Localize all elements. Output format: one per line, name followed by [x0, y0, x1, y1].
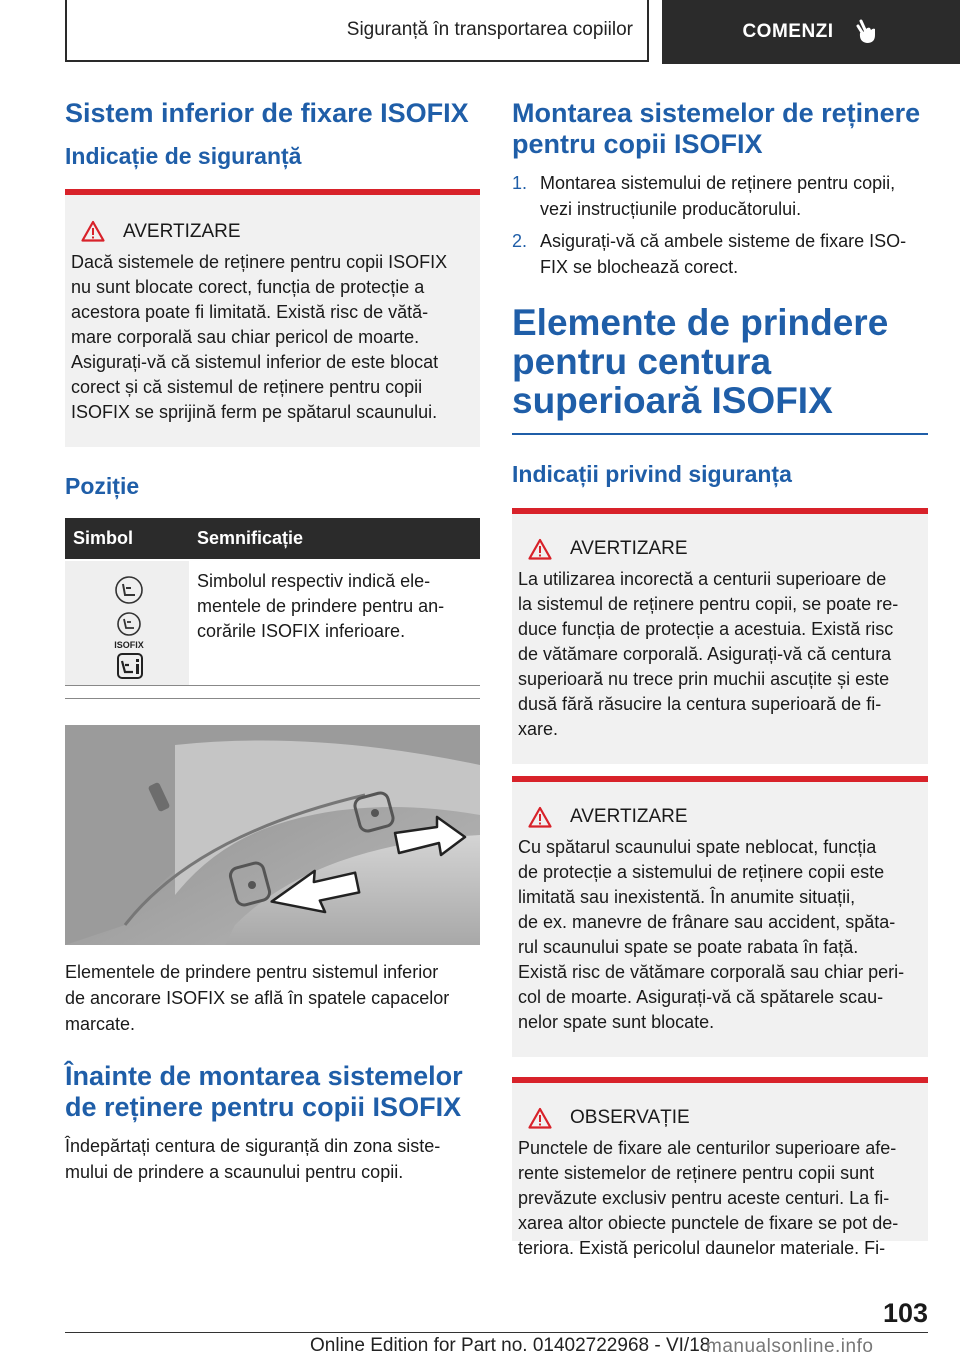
warning-text: Dacă sistemele de reținere pentru copii ISOFIX nu sunt blocate corect, funcția de protecție a acestora poate fi limitată. Există risc de vătă- mare corporală sau chiar pericol de moarte. Asigurați-vă că sistemul inferior de este blocat corect și că sistemul de reținere pentru copii ISOFIX se sprijină ferm pe spătarul scaunului.	[71, 251, 448, 422]
photo-caption: Elementele de prindere pentru sistemul inferior de ancorare ISOFIX se află în spatele capacelor marcate.	[65, 962, 450, 1035]
edition-text: Online Edition for Part no. 01402722968 - VI/18	[310, 1335, 711, 1356]
seat-illustration	[65, 725, 480, 945]
before-mounting-heading: Înainte de montarea sistemelor de reținere pentru copii ISOFIX	[65, 1061, 463, 1123]
list-item: 2. Asigurați-vă că ambele sisteme de fixare ISO- FIX se blochează corect.	[512, 231, 907, 278]
page-header	[0, 0, 960, 66]
symbol-cell	[65, 559, 189, 686]
footer-divider	[65, 1332, 928, 1333]
section-title: COMENZI	[742, 21, 834, 42]
warning-triangle-icon	[81, 220, 105, 242]
table-divider	[65, 688, 480, 699]
mounting-heading: Montarea sistemelor de reținere pentru copii ISOFIX	[512, 98, 921, 160]
safety-heading: Indicație de siguranță	[65, 143, 302, 170]
mounting-steps	[512, 170, 928, 280]
warning-triangle-icon	[528, 538, 552, 560]
right-column	[512, 98, 928, 1259]
isofix-photo	[65, 725, 480, 945]
symbol-table	[65, 518, 480, 686]
hand-pointer-icon	[852, 18, 880, 46]
warning-text: Cu spătarul scaunului spate neblocat, funcția de protecție a sistemului de reținere copii este limitată sau inexistentă. În anumite situații, de ex. manevre de frânare sau accident, spăta- rul scaunului spate se poate rabata în față. Există risc de vătămare corporală sau chiar peri- col de moarte. Asigurați-vă că spătarele scau- nelor spate sunt blocate.	[518, 837, 905, 1033]
note-text: Punctele de fixare ale centurilor superioare afe- rente sistemelor de reținere pentru copii sunt prevăzute exclusiv pentru aceste centuri. La fi- xarea altor obiecte punctele de fixare se pot de- teriora. Există pericolul daunelor materiale. Fi-	[518, 1138, 899, 1259]
note-title: OBSERVAȚIE	[528, 1105, 922, 1130]
page-number: 103	[882, 1298, 928, 1328]
position-heading: Poziție	[65, 472, 140, 499]
left-column	[65, 98, 480, 1185]
svg-text:ISOFIX: ISOFIX	[114, 640, 144, 651]
warning-title: AVERTIZARE	[81, 219, 474, 244]
section-title-isofix-lower: Sistem inferior de fixare ISOFIX	[65, 98, 469, 128]
isofix-symbols	[65, 561, 189, 685]
isofix-seat-icon	[65, 561, 189, 685]
table-row	[65, 559, 480, 686]
section-tab[interactable]	[662, 0, 960, 64]
chapter-tab[interactable]	[65, 0, 649, 62]
watermark[interactable]: manualsonline.info	[706, 1336, 874, 1357]
chapter-title: Siguranță în transportarea copiilor	[346, 19, 633, 40]
warning-box	[65, 189, 480, 447]
table-header-meaning: Semnificație	[189, 518, 480, 559]
meaning-cell: Simbolul respectiv indică ele- mentele de prindere pentru an- corările ISOFIX inferioare.	[197, 571, 445, 642]
warning-box-3	[512, 776, 928, 1057]
warning-box-2	[512, 508, 928, 764]
warning-title: AVERTIZARE	[528, 804, 922, 829]
warning-triangle-icon	[528, 806, 552, 828]
warning-triangle-icon	[528, 1107, 552, 1129]
top-tether-heading: Elemente de prindere pentru centura superioară ISOFIX	[512, 304, 928, 435]
warning-title: AVERTIZARE	[528, 536, 922, 561]
warning-text: La utilizarea incorectă a centurii superioare de la sistemul de reținere pentru copii, se poate re- duce funcția de protecție a acestuia. Există risc de vătămare corporală. Asigurați-vă că centura superioară nu trece prin muchii ascuțite și este dusă fără răsucire la centura superioară de fi- xare.	[518, 569, 899, 740]
list-item: 1. Montarea sistemului de reținere pentru copii, vezi instrucțiunile producătorului.	[512, 173, 896, 220]
safety-heading-2: Indicații privind siguranța	[512, 460, 792, 487]
before-mounting-text: Îndepărtați centura de siguranță din zona siste- mului de prindere a scaunului pentru copii.	[65, 1136, 441, 1183]
table-header-symbol: Simbol	[65, 518, 189, 559]
note-box	[512, 1077, 928, 1259]
